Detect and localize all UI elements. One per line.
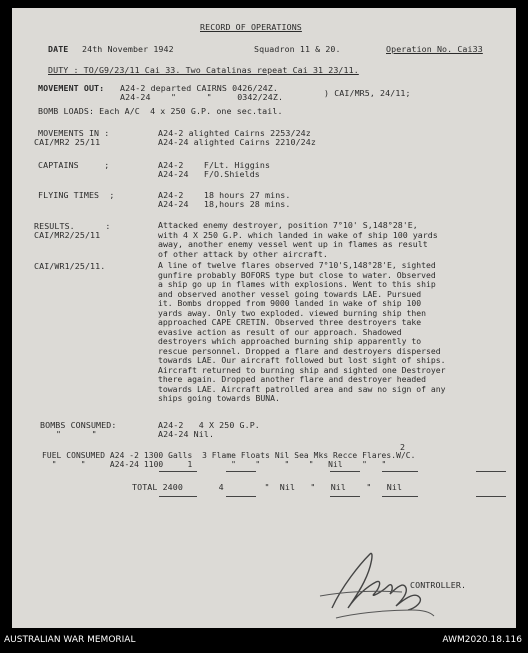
total-underline-2 (226, 496, 256, 497)
movements-in-line-1: A24-2 alighted Cairns 2253/24z (158, 128, 311, 138)
movements-in-label: MOVEMENTS IN : (38, 128, 110, 138)
bombs-consumed-label: BOMBS CONSUMED: (40, 420, 117, 430)
captains-line-1: A24-2 F/Lt. Higgins (158, 160, 271, 170)
footer-source: AUSTRALIAN WAR MEMORIAL (4, 635, 136, 645)
movements-in-line-2: A24-24 alighted Cairns 2210/24z (158, 137, 316, 147)
results-paragraph-2: A line of twelve flares observed 7°10'S,148°28'E, sighted gunfire probably BOFORS type but close to water. Observed a ship go up in flames with explosions. Went to this ship and observed another vessel going towards LAE. Pursued it. Bombs dropped from 9000 landed in wake of ship 100 yards away. Only two exploded. viewed burning ship then approached CAPE CRETIN. Observed three destroyers take evasive action as result of our approach. Shadowed destroyers which approached burning ship apparently to rescue personnel. Dropped a flare and destroyers dispersed towards LAE. Our aircraft followed but lost sight of ships. Aircraft returned to burning ship and sighted one Destroyer there again. Dropped another flare and destroyer headed towards LAE. Aircraft patrolled area and saw no sign of any ships going towards BUNA. (158, 260, 446, 403)
results-paragraph-1: Attacked enemy destroyer, position 7°10' S,148°28'E, with 4 X 250 G.P. which landed in wake of ship 100 yards away, another enemy vessel went up in flames as result of other attack by other aircraft. (158, 220, 438, 259)
captains-line-2: A24-24 F/O.Shields (158, 169, 260, 179)
fuel-consumed-line-1: FUEL CONSUMED A24 -2 1300 Galls 3 Flame Floats Nil Sea Mks Recce Flares.W/C. (42, 451, 416, 460)
date-label: DATE (48, 44, 69, 54)
squadron-value: Squadron 11 & 20. (254, 44, 341, 54)
movement-out-line-2: A24-24 " " 0342/24Z. (120, 92, 284, 102)
bomb-loads-line: BOMB LOADS: Each A/C 4 x 250 G.P. one sec.tail. (38, 106, 283, 116)
flying-times-line-1: A24-2 18 hours 27 mins. (158, 190, 291, 200)
fuel-superscript: 2 (400, 442, 406, 452)
fuel-underline-3 (330, 471, 360, 472)
results-reference-2: CAI/WR1/25/11. (34, 261, 106, 271)
movements-in-reference: CAI/MR2 25/11 (34, 137, 101, 147)
bombs-consumed-ditto: " " (56, 429, 97, 439)
total-underline-1 (159, 496, 197, 497)
fuel-underline-4 (382, 471, 418, 472)
flying-times-line-2: A24-24 18,hours 28 mins. (158, 199, 291, 209)
operation-number: Operation No. Cai33 (386, 44, 483, 54)
total-underline-4 (382, 496, 418, 497)
results-reference-1: CAI/MR2/25/11 (34, 230, 101, 240)
fuel-underline-1 (159, 471, 197, 472)
footer-catalog-id: AWM2020.18.116 (442, 635, 522, 645)
fuel-underline-5 (476, 471, 506, 472)
movement-out-reference: ) CAI/MR5, 24/11; (324, 88, 411, 98)
duty-line: DUTY : TO/G9/23/11 Cai 33. Two Catalinas repeat Cai 31 23/11. (48, 65, 359, 75)
flying-times-label: FLYING TIMES ; (38, 190, 115, 200)
bombs-consumed-line-1: A24-2 4 X 250 G.P. (158, 420, 260, 430)
captains-label: CAPTAINS ; (38, 160, 110, 170)
total-underline-3 (330, 496, 360, 497)
document-page (12, 8, 516, 628)
date-value: 24th November 1942 (82, 44, 174, 54)
document-heading: RECORD OF OPERATIONS (200, 22, 302, 32)
fuel-consumed-line-2: " " A24-24 1100 1 " " " " Nil " " (42, 460, 387, 469)
movement-out-label: MOVEMENT OUT: (38, 83, 105, 93)
archive-footer (0, 628, 528, 653)
controller-label: CONTROLLER. (410, 580, 467, 590)
results-label: RESULTS. : (34, 221, 111, 231)
fuel-underline-2 (226, 471, 256, 472)
bombs-consumed-line-2: A24-24 Nil. (158, 429, 215, 439)
total-underline-5 (476, 496, 506, 497)
movement-out-line-1: A24-2 departed CAIRNS 0426/24Z. (120, 83, 278, 93)
fuel-total-line: TOTAL 2400 4 " Nil " Nil " Nil (132, 482, 403, 492)
